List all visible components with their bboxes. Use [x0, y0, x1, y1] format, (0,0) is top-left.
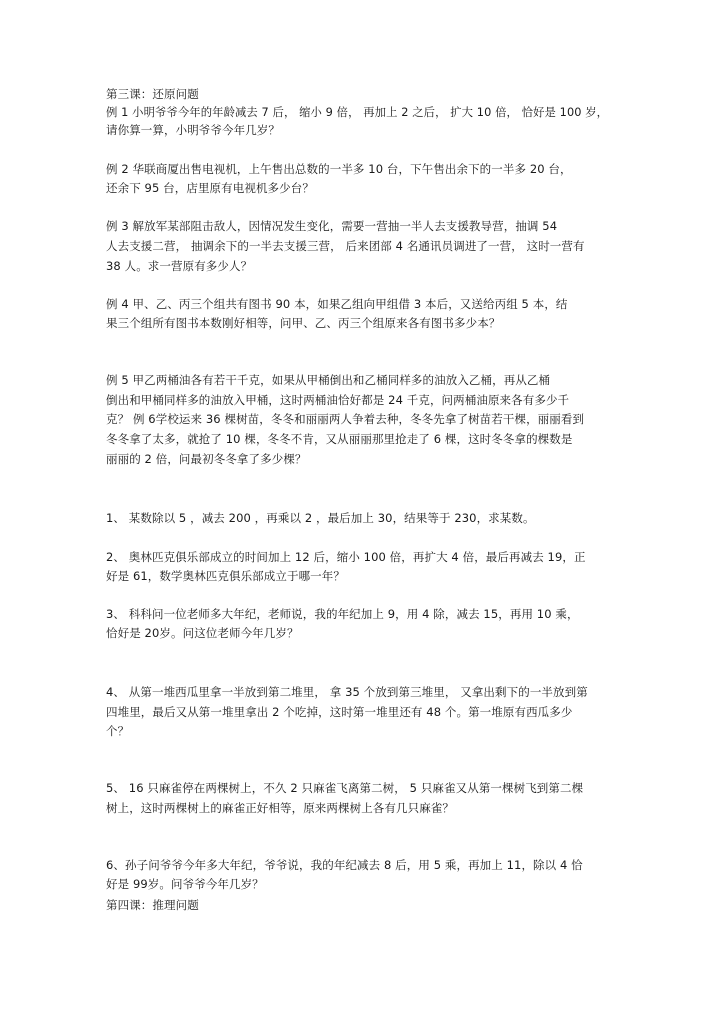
- lesson4-title: 第四课：推理问题: [106, 898, 199, 912]
- example-4-line-1: 例 4 甲、乙、丙三个组共有图书 90 本，如果乙组向甲组借 3 本后，又送给丙组 5 本，结: [106, 297, 568, 311]
- lesson3-title: 第三课：还原问题: [106, 87, 199, 101]
- question-4-line-3: 个？: [106, 724, 130, 738]
- example-3-line-2: 人去支援二营， 抽调余下的一半去支援三营， 后来团部 4 名通讯员调进了一营， 这时一营有: [106, 239, 585, 253]
- question-4-line-2: 四堆里，最后又从第一堆里拿出 2 个吃掉，这时第一堆里还有 48 个。第一堆原有西瓜多少: [106, 705, 573, 719]
- example-3-line-1: 例 3 解放军某部阻击敌人，因情况发生变化，需要一营抽一半人去支援教导营，抽调 54: [106, 219, 558, 233]
- example-5-line-3: 克？ 例 6学校运来 36 棵树苗，冬冬和丽丽两人争着去种，冬冬先拿了树苗若干棵，丽丽看到: [106, 412, 585, 426]
- question-3-line-1: 3、 科科问一位老师多大年纪，老师说，我的年纪加上 9，用 4 除，减去 15，再用 10 乘，: [106, 607, 579, 621]
- question-1-line-1: 1、 某数除以 5 ，减去 200 ，再乘以 2 ，最后加上 30，结果等于 230，求某数。: [106, 511, 535, 525]
- example-3-line-3: 38 人。求一营原有多少人？: [106, 259, 253, 273]
- question-6-line-2: 好是 99岁。问爷爷今年几岁？: [106, 877, 264, 891]
- example-5-line-4: 冬冬拿了太多，就抢了 10 棵，冬冬不肯，又从丽丽那里抢走了 6 棵，这时冬冬拿的棵数是: [106, 432, 573, 446]
- question-5-line-2: 树上，这时两棵树上的麻雀正好相等，原来两棵树上各有几只麻雀？: [106, 801, 454, 815]
- question-2-line-1: 2、 奥林匹克俱乐部成立的时间加上 12 后，缩小 100 倍，再扩大 4 倍，最后再减去 19，正: [106, 550, 586, 564]
- example-2-line-2: 还余下 95 台，店里原有电视机多少台？: [106, 181, 314, 195]
- example-1-line-2: 请你算一算，小明爷爷今年几岁？: [106, 123, 280, 137]
- example-5-line-5: 丽丽的 2 倍，问最初冬冬拿了多少棵？: [106, 452, 307, 466]
- example-5-line-2: 倒出和甲桶同样多的油放入甲桶，这时两桶油恰好都是 24 千克，问两桶油原来各有多少千: [106, 393, 570, 407]
- example-5-line-1: 例 5 甲乙两桶油各有若干千克，如果从甲桶倒出和乙桶同样多的油放入乙桶，再从乙桶: [106, 373, 551, 387]
- example-1-line-1: 例 1 小明爷爷今年的年龄减去 7 后， 缩小 9 倍， 再加上 2 之后， 扩大 10 倍， 恰好是 100 岁，: [106, 105, 609, 119]
- example-4-line-2: 果三个组所有图书本数刚好相等，问甲、乙、丙三个组原来各有图书多少本？: [106, 316, 501, 330]
- question-2-line-2: 好是 61，数学奥林匹克俱乐部成立于哪一年？: [106, 569, 345, 583]
- example-2-line-1: 例 2 华联商厦出售电视机，上午售出总数的一半多 10 台，下午售出余下的一半多 20 台，: [106, 162, 572, 176]
- question-4-line-1: 4、 从第一堆西瓜里拿一半放到第二堆里， 拿 35 个放到第三堆里， 又拿出剩下的一半放到第: [106, 685, 588, 699]
- question-5-line-1: 5、 16 只麻雀停在两棵树上，不久 2 只麻雀飞离第二树， 5 只麻雀又从第一棵树飞到第二棵: [106, 781, 584, 795]
- question-6-line-1: 6、孙子问爷爷今年多大年纪，爷爷说，我的年纪减去 8 后，用 5 乘，再加上 11，除以 4 恰: [106, 858, 583, 872]
- question-3-line-2: 恰好是 20岁。问这位老师今年几岁？: [106, 626, 299, 640]
